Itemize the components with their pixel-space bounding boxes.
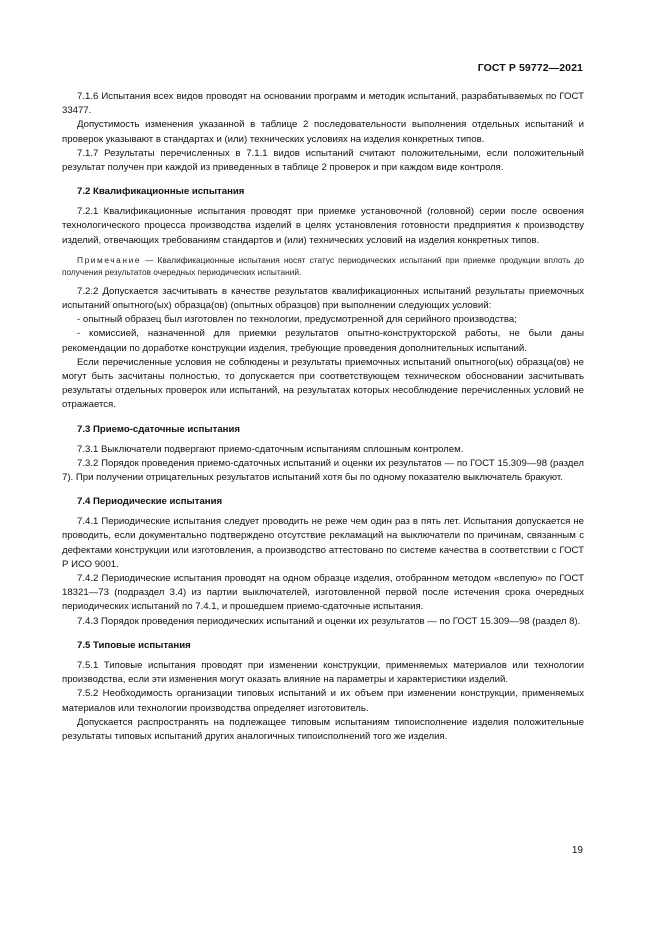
page-number: 19: [571, 845, 583, 856]
paragraph-7-5-2: 7.5.2 Необходимость организации типовых испытаний и их объем при изменении конструкции, применяемых материалов или технологии производства определяет изготовитель.: [62, 688, 584, 714]
paragraph-7-4-3: 7.4.3 Порядок проведения периодических испытаний и оценки их результатов — по ГОСТ 15.309—98 (раздел 8).: [77, 615, 581, 627]
paragraph-7-2-1: 7.2.1 Квалификационные испытания проводят при приемке установочной (головной) серии после освоения технологического процесса производства изделий в целях установления готовности предприятия к производству изделий, отвечающих требованиям стандартов и (или) технических условий на изделия конкретных типов.: [62, 206, 584, 246]
list-item-condition-1: - опытный образец был изготовлен по технологии, предусмотренной для серийного производства;: [77, 314, 517, 326]
paragraph-7-3-2: 7.3.2 Порядок проведения приемо-сдаточных испытаний и оценки их результатов — по ГОСТ 15.309—98 (раздел 7). При получении отрицательных результатов испытаний хотя бы по одному показателю выключатель бракуют.: [62, 457, 584, 484]
paragraph-7-1-6: 7.1.6 Испытания всех видов проводят на основании программ и методик испытаний, разрабатываемых по ГОСТ 33477.: [62, 91, 584, 117]
note: [62, 254, 584, 278]
paragraph-conditions-not-met: Если перечисленные условия не соблюдены и результаты приемочных испытаний опытного(ых) образца(ов) не могут быть засчитаны полностью, то допускается при соответствующем техническом обосновании засчитывать результаты отдельных проверок или испытаний, на результатах которых несоблюдение перечисленных условий не отражается.: [62, 356, 584, 411]
paragraph-7-3-1: 7.3.1 Выключатели подвергают приемо-сдаточным испытаниям сплошным контролем.: [77, 443, 464, 455]
section-heading-7-5: 7.5 Типовые испытания: [77, 639, 191, 651]
note-label: Примечание: [77, 254, 142, 265]
paragraph-type-extension: Допускается распространять на подлежащее типовым испытаниям типоисполнение изделия положительные результаты типовых испытаний других аналогичных типоисполнений того же изделия.: [62, 716, 584, 742]
paragraph-permissibility: Допустимость изменения указанной в таблице 2 последовательности выполнения отдельных испытаний и проверок указывают в стандартах и (или) технических условиях на изделия конкретных типов.: [62, 119, 584, 145]
paragraph-7-1-7: 7.1.7 Результаты перечисленных в 7.1.1 видов испытаний считают положительными, если положительный результат получен при каждой из приведенных в таблице 2 проверок и при каждом виде контроля.: [62, 147, 584, 174]
document-id: ГОСТ Р 59772—2021: [477, 62, 583, 74]
paragraph-7-5-1: 7.5.1 Типовые испытания проводят при изменении конструкции, применяемых материалов или технологии производства, если эти изменения могут оказать влияние на параметры и характеристики изделий.: [62, 659, 584, 686]
paragraph-7-2-2: 7.2.2 Допускается засчитывать в качестве результатов квалификационных испытаний результаты приемочных испытаний опытного(ых) образца(ов) (опытных образцов) при выполнении следующих условий:: [62, 285, 584, 312]
list-item-condition-2: - комиссией, назначенной для приемки результатов опытно-конструкторской работы, не были даны рекомендации по доработке конструкции изделия, требующие проведения дополнительных испытаний.: [62, 328, 584, 354]
section-heading-7-3: 7.3 Приемо-сдаточные испытания: [77, 423, 240, 435]
section-heading-7-4: 7.4 Периодические испытания: [77, 496, 223, 508]
paragraph-7-4-1: 7.4.1 Периодические испытания следует проводить не реже чем один раз в пять лет. Испытания допускается не проводить, если документально подтверждено отсутствие рекламаций на выключатели по причинам, связанным с дефектами конструкции или изготовления, а производство аттестовано по системе качества в соответствии с ГОСТ Р ИСО 9001.: [62, 516, 584, 570]
section-heading-7-2: 7.2 Квалификационные испытания: [77, 186, 245, 198]
paragraph-7-4-2: 7.4.2 Периодические испытания проводят на одном образце изделия, отобранном методом «вслепую» по ГОСТ 18321—73 (подраздел 3.4) из партии выключателей, изготовленной первой после истечения срока очередных периодических испытаний по 7.4.1, и прошедшем приемо-сдаточные испытания.: [62, 573, 584, 613]
note-text: — Квалификационные испытания носят статус периодических испытаний при приемке продукции вплоть до получения результатов очередных периодических испытаний.: [62, 254, 584, 277]
page-content: [62, 90, 584, 744]
